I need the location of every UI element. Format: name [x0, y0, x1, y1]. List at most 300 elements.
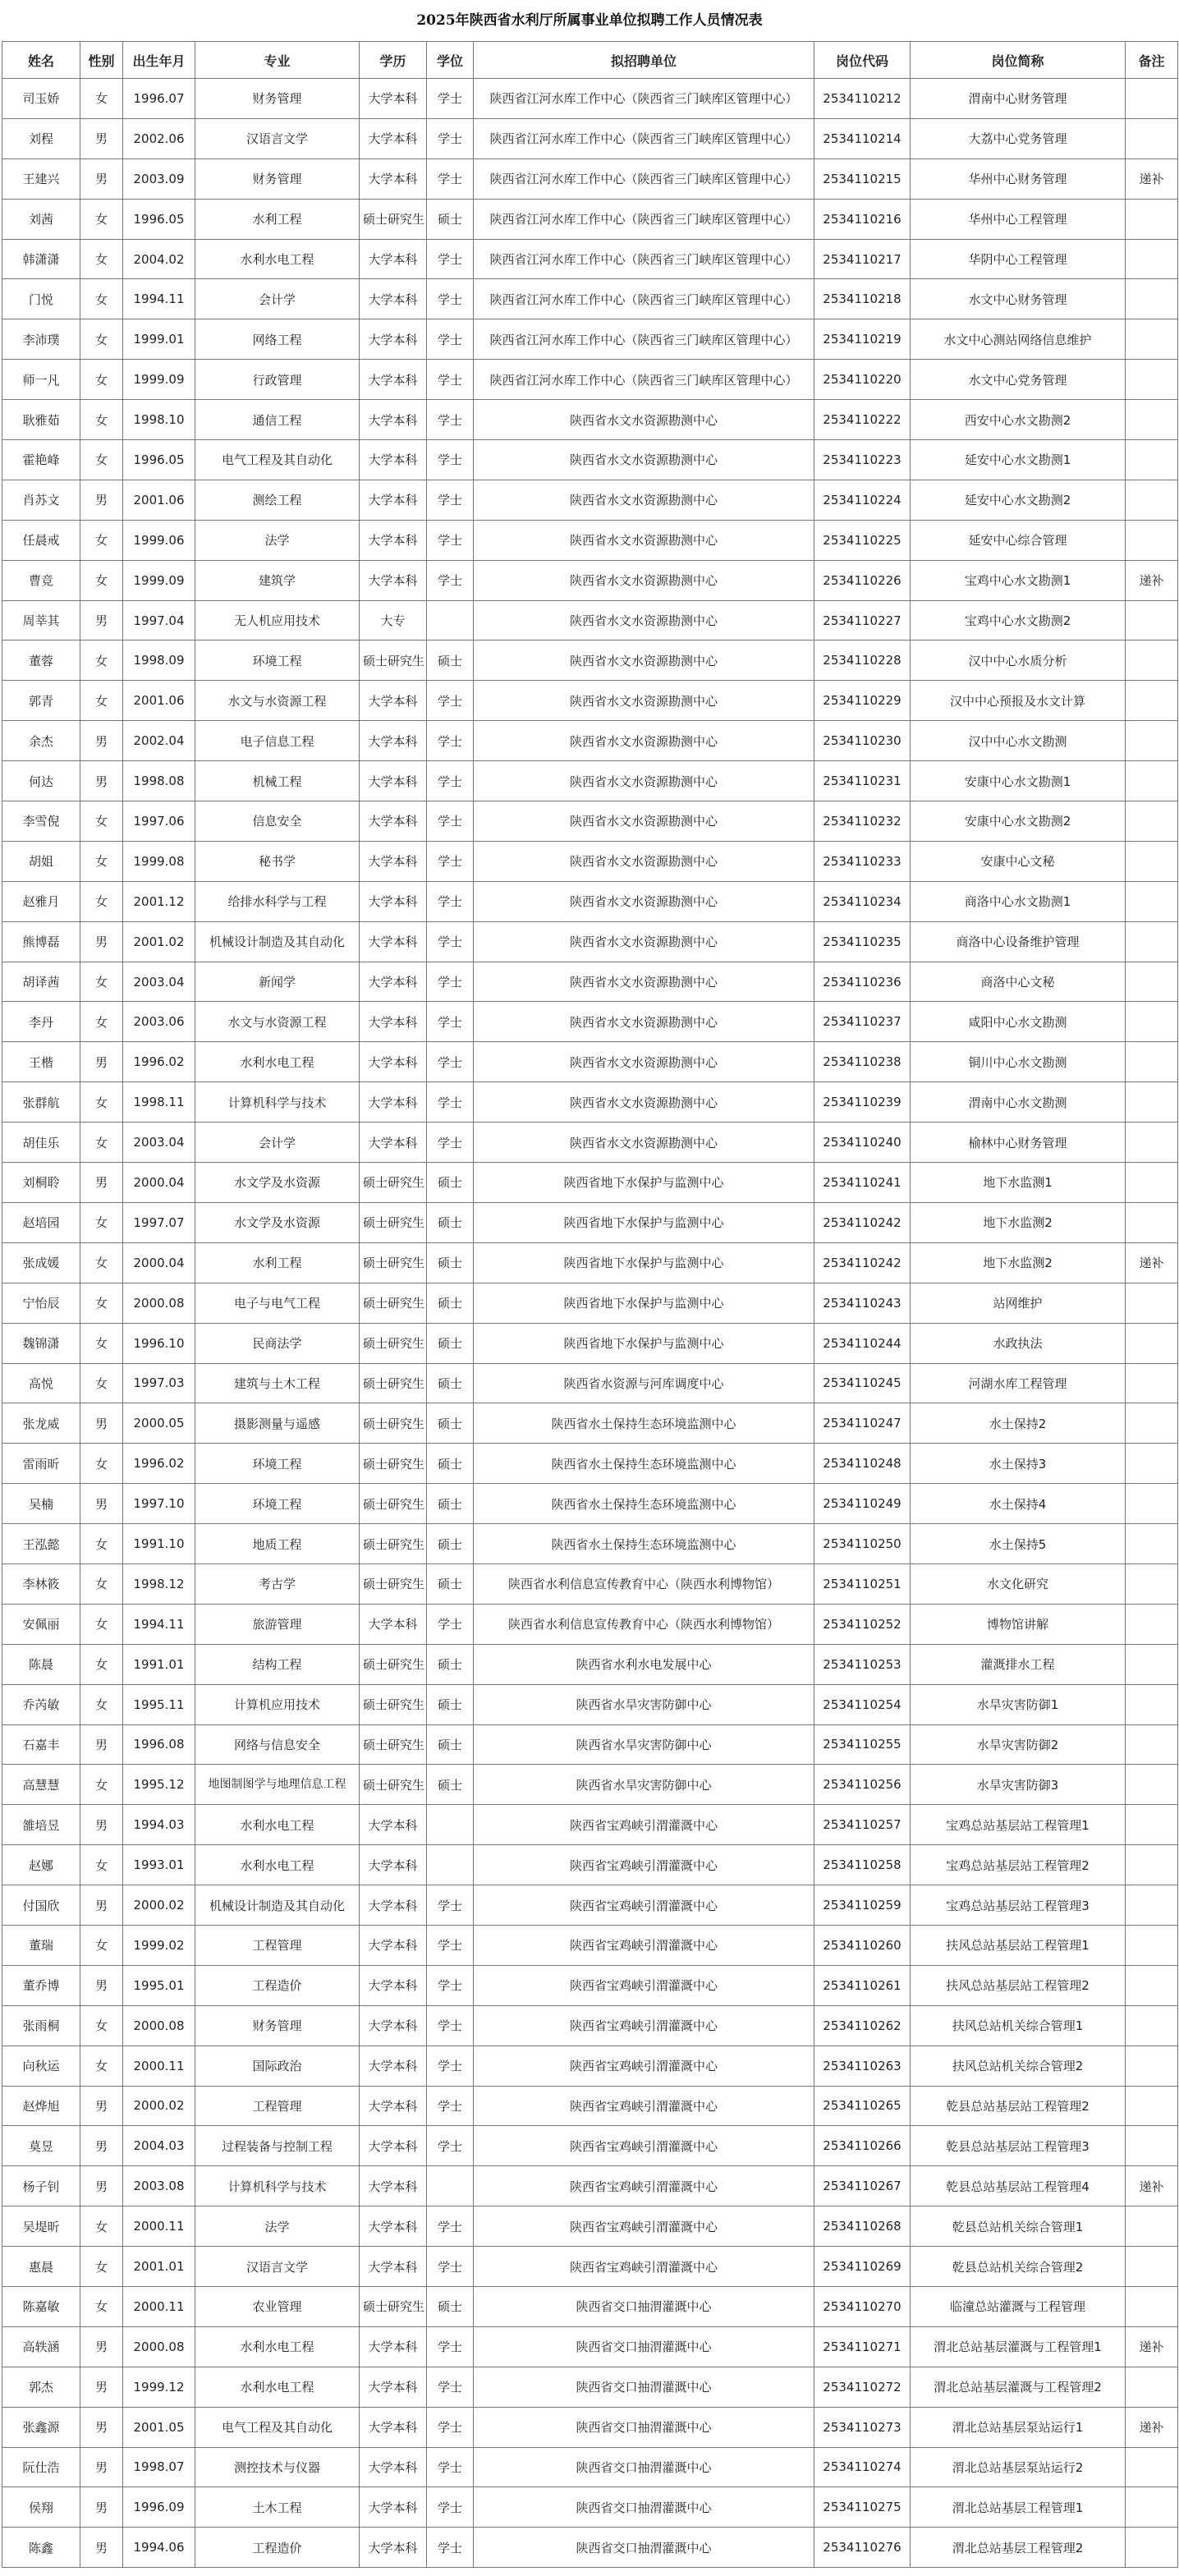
cell-unit: 陕西省江河水库工作中心（陕西省三门峡库区管理中心） [474, 239, 814, 279]
cell-name: 门悦 [2, 279, 80, 319]
cell-name: 熊博磊 [2, 921, 80, 962]
cell-unit: 陕西省宝鸡峡引渭灌溉中心 [474, 2005, 814, 2046]
cell-position-code: 2534110263 [814, 2046, 911, 2086]
cell-gender: 女 [80, 841, 123, 881]
cell-position-code: 2534110230 [814, 721, 911, 761]
cell-remark [1126, 841, 1178, 881]
table-row [2, 279, 1178, 319]
cell-major: 过程装备与控制工程 [195, 2126, 360, 2166]
cell-education: 大学本科 [360, 1082, 427, 1123]
cell-position-code: 2534110227 [814, 600, 911, 641]
cell-gender: 女 [80, 319, 123, 360]
cell-name: 惠晨 [2, 2247, 80, 2287]
cell-gender: 男 [80, 2487, 123, 2528]
table-row [2, 1163, 1178, 1203]
cell-degree: 硕士 [427, 1403, 474, 1444]
cell-remark [1126, 681, 1178, 721]
cell-position-code: 2534110250 [814, 1524, 911, 1564]
cell-position-name: 渭南中心财务管理 [911, 79, 1126, 119]
table-row [2, 79, 1178, 119]
cell-unit: 陕西省江河水库工作中心（陕西省三门峡库区管理中心） [474, 79, 814, 119]
cell-name: 王建兴 [2, 158, 80, 199]
cell-position-code: 2534110238 [814, 1042, 911, 1082]
cell-position-name: 渭北总站基层泵站运行1 [911, 2407, 1126, 2447]
cell-degree [427, 600, 474, 641]
cell-education: 大学本科 [360, 921, 427, 962]
header-unit: 拟招聘单位 [474, 42, 814, 79]
cell-remark: 递补 [1126, 560, 1178, 600]
cell-major: 农业管理 [195, 2286, 360, 2326]
cell-name: 刘桐聆 [2, 1163, 80, 1203]
cell-unit: 陕西省交口抽渭灌溉中心 [474, 2326, 814, 2367]
cell-major: 给排水科学与工程 [195, 881, 360, 921]
table-row [2, 600, 1178, 641]
cell-birth: 1999.12 [123, 2367, 195, 2407]
personnel-table [2, 41, 1178, 2568]
cell-major: 会计学 [195, 279, 360, 319]
cell-name: 张成媛 [2, 1242, 80, 1283]
cell-remark [1126, 1684, 1178, 1724]
cell-gender: 男 [80, 1042, 123, 1082]
cell-position-name: 水文中心财务管理 [911, 279, 1126, 319]
cell-position-code: 2534110219 [814, 319, 911, 360]
cell-major: 水利水电工程 [195, 1805, 360, 1845]
cell-major: 水利水电工程 [195, 239, 360, 279]
cell-name: 阮仕浩 [2, 2447, 80, 2487]
cell-position-name: 水旱灾害防御1 [911, 1684, 1126, 1724]
cell-unit: 陕西省交口抽渭灌溉中心 [474, 2528, 814, 2568]
cell-gender: 女 [80, 2206, 123, 2247]
header-row [2, 42, 1178, 79]
cell-name: 赵培园 [2, 1202, 80, 1242]
table-row [2, 1242, 1178, 1283]
cell-position-code: 2534110268 [814, 2206, 911, 2247]
cell-position-code: 2534110248 [814, 1444, 911, 1484]
cell-remark [1126, 400, 1178, 440]
cell-degree: 学士 [427, 2326, 474, 2367]
cell-major: 财务管理 [195, 2005, 360, 2046]
cell-education: 大学本科 [360, 2528, 427, 2568]
cell-birth: 1996.09 [123, 2487, 195, 2528]
table-row [2, 1403, 1178, 1444]
cell-major: 工程管理 [195, 2086, 360, 2126]
cell-position-code: 2534110254 [814, 1684, 911, 1724]
table-row [2, 681, 1178, 721]
cell-education: 大学本科 [360, 681, 427, 721]
cell-gender: 女 [80, 641, 123, 681]
cell-position-name: 地下水监测2 [911, 1202, 1126, 1242]
cell-unit: 陕西省水文水资源勘测中心 [474, 400, 814, 440]
cell-unit: 陕西省地下水保护与监测中心 [474, 1242, 814, 1283]
cell-position-code: 2534110274 [814, 2447, 911, 2487]
cell-degree: 学士 [427, 1042, 474, 1082]
cell-position-name: 延安中心水文勘测1 [911, 440, 1126, 480]
cell-position-name: 水文中心测站网络信息维护 [911, 319, 1126, 360]
cell-remark: 递补 [1126, 2407, 1178, 2447]
cell-education: 大学本科 [360, 360, 427, 400]
cell-remark [1126, 1845, 1178, 1885]
cell-remark: 递补 [1126, 2166, 1178, 2206]
cell-birth: 2003.04 [123, 962, 195, 1002]
table-row [2, 2046, 1178, 2086]
cell-degree [427, 1845, 474, 1885]
cell-position-name: 水旱灾害防御3 [911, 1765, 1126, 1805]
cell-birth: 2004.02 [123, 239, 195, 279]
cell-name: 何达 [2, 761, 80, 801]
cell-birth: 1996.05 [123, 199, 195, 239]
cell-remark [1126, 2247, 1178, 2287]
cell-unit: 陕西省江河水库工作中心（陕西省三门峡库区管理中心） [474, 360, 814, 400]
cell-position-name: 扶风总站机关综合管理2 [911, 2046, 1126, 2086]
cell-position-name: 商洛中心文秘 [911, 962, 1126, 1002]
table-row [2, 2528, 1178, 2568]
cell-unit: 陕西省宝鸡峡引渭灌溉中心 [474, 2206, 814, 2247]
cell-major: 汉语言文学 [195, 2247, 360, 2287]
cell-position-code: 2534110222 [814, 400, 911, 440]
cell-birth: 2001.01 [123, 2247, 195, 2287]
cell-major: 秘书学 [195, 841, 360, 881]
cell-position-name: 水土保持2 [911, 1403, 1126, 1444]
cell-education: 大学本科 [360, 881, 427, 921]
cell-unit: 陕西省宝鸡峡引渭灌溉中心 [474, 1885, 814, 1926]
cell-birth: 1996.08 [123, 1724, 195, 1765]
cell-gender: 女 [80, 279, 123, 319]
cell-gender: 女 [80, 1644, 123, 1684]
cell-position-code: 2534110232 [814, 801, 911, 842]
cell-birth: 1998.08 [123, 761, 195, 801]
cell-birth: 1998.07 [123, 2447, 195, 2487]
cell-position-name: 水土保持3 [911, 1444, 1126, 1484]
cell-remark [1126, 1403, 1178, 1444]
cell-remark [1126, 1123, 1178, 1163]
cell-education: 硕士研究生 [360, 1403, 427, 1444]
cell-birth: 2001.06 [123, 480, 195, 520]
cell-major: 水文学及水资源 [195, 1202, 360, 1242]
cell-major: 财务管理 [195, 79, 360, 119]
cell-gender: 男 [80, 1885, 123, 1926]
cell-name: 张鑫源 [2, 2407, 80, 2447]
cell-major: 计算机应用技术 [195, 1684, 360, 1724]
cell-unit: 陕西省宝鸡峡引渭灌溉中心 [474, 1965, 814, 2005]
cell-name: 韩潇潇 [2, 239, 80, 279]
cell-name: 王楷 [2, 1042, 80, 1082]
cell-name: 李雪倪 [2, 801, 80, 842]
cell-name: 胡佳乐 [2, 1123, 80, 1163]
cell-education: 大学本科 [360, 1845, 427, 1885]
table-row [2, 1363, 1178, 1403]
cell-gender: 男 [80, 1965, 123, 2005]
cell-position-name: 乾县总站机关综合管理1 [911, 2206, 1126, 2247]
cell-position-name: 咸阳中心水文勘测 [911, 1002, 1126, 1042]
cell-remark [1126, 1564, 1178, 1604]
cell-birth: 1997.10 [123, 1484, 195, 1524]
cell-birth: 1998.12 [123, 1564, 195, 1604]
cell-birth: 2001.02 [123, 921, 195, 962]
cell-major: 法学 [195, 520, 360, 560]
cell-education: 大学本科 [360, 841, 427, 881]
table-row [2, 761, 1178, 801]
cell-degree: 学士 [427, 801, 474, 842]
cell-unit: 陕西省宝鸡峡引渭灌溉中心 [474, 2046, 814, 2086]
cell-education: 大学本科 [360, 1123, 427, 1163]
cell-birth: 2003.04 [123, 1123, 195, 1163]
cell-degree: 学士 [427, 2126, 474, 2166]
cell-gender: 女 [80, 239, 123, 279]
cell-unit: 陕西省江河水库工作中心（陕西省三门峡库区管理中心） [474, 118, 814, 158]
cell-birth: 2003.06 [123, 1002, 195, 1042]
cell-gender: 女 [80, 2247, 123, 2287]
cell-position-code: 2534110273 [814, 2407, 911, 2447]
cell-unit: 陕西省水利信息宣传教育中心（陕西水利博物馆） [474, 1564, 814, 1604]
cell-position-code: 2534110249 [814, 1484, 911, 1524]
cell-remark [1126, 801, 1178, 842]
table-row [2, 2247, 1178, 2287]
cell-remark [1126, 440, 1178, 480]
cell-remark: 递补 [1126, 2326, 1178, 2367]
cell-birth: 1996.05 [123, 440, 195, 480]
cell-gender: 女 [80, 1242, 123, 1283]
cell-name: 赵烨旭 [2, 2086, 80, 2126]
cell-gender: 女 [80, 681, 123, 721]
cell-name: 郭青 [2, 681, 80, 721]
cell-position-code: 2534110247 [814, 1403, 911, 1444]
cell-degree: 硕士 [427, 641, 474, 681]
cell-name: 宁怡辰 [2, 1283, 80, 1323]
cell-education: 大学本科 [360, 1925, 427, 1965]
cell-education: 大学本科 [360, 761, 427, 801]
cell-degree: 学士 [427, 841, 474, 881]
cell-position-name: 华州中心财务管理 [911, 158, 1126, 199]
cell-remark [1126, 1925, 1178, 1965]
cell-position-name: 水土保持4 [911, 1484, 1126, 1524]
cell-birth: 1996.10 [123, 1323, 195, 1363]
cell-name: 刘茜 [2, 199, 80, 239]
cell-gender: 男 [80, 721, 123, 761]
table-row [2, 2166, 1178, 2206]
cell-education: 大学本科 [360, 440, 427, 480]
cell-degree: 硕士 [427, 1765, 474, 1805]
cell-gender: 女 [80, 2046, 123, 2086]
cell-position-name: 河湖水库工程管理 [911, 1363, 1126, 1403]
cell-unit: 陕西省水旱灾害防御中心 [474, 1724, 814, 1765]
cell-position-code: 2534110245 [814, 1363, 911, 1403]
cell-major: 水利水电工程 [195, 2367, 360, 2407]
cell-position-code: 2534110240 [814, 1123, 911, 1163]
cell-name: 刘程 [2, 118, 80, 158]
cell-degree: 学士 [427, 2005, 474, 2046]
cell-education: 大学本科 [360, 1885, 427, 1926]
cell-degree: 硕士 [427, 1163, 474, 1203]
cell-name: 吴堤昕 [2, 2206, 80, 2247]
cell-major: 信息安全 [195, 801, 360, 842]
table-row [2, 1724, 1178, 1765]
table-row [2, 721, 1178, 761]
cell-name: 王泓懿 [2, 1524, 80, 1564]
cell-position-name: 乾县总站基层站工程管理2 [911, 2086, 1126, 2126]
cell-unit: 陕西省地下水保护与监测中心 [474, 1202, 814, 1242]
cell-unit: 陕西省交口抽渭灌溉中心 [474, 2407, 814, 2447]
header-gender: 性别 [80, 42, 123, 79]
cell-birth: 1999.09 [123, 360, 195, 400]
table-row [2, 1805, 1178, 1845]
cell-education: 大学本科 [360, 2126, 427, 2166]
table-row [2, 2206, 1178, 2247]
cell-position-name: 榆林中心财务管理 [911, 1123, 1126, 1163]
cell-degree: 学士 [427, 118, 474, 158]
table-row [2, 641, 1178, 681]
cell-gender: 女 [80, 560, 123, 600]
cell-remark [1126, 1965, 1178, 2005]
cell-gender: 女 [80, 400, 123, 440]
cell-degree: 学士 [427, 2247, 474, 2287]
cell-name: 侯翔 [2, 2487, 80, 2528]
cell-unit: 陕西省宝鸡峡引渭灌溉中心 [474, 2247, 814, 2287]
cell-name: 霍艳峰 [2, 440, 80, 480]
cell-major: 无人机应用技术 [195, 600, 360, 641]
cell-remark [1126, 2086, 1178, 2126]
cell-major: 建筑与土木工程 [195, 1363, 360, 1403]
cell-unit: 陕西省水文水资源勘测中心 [474, 520, 814, 560]
cell-education: 硕士研究生 [360, 1724, 427, 1765]
cell-position-code: 2534110252 [814, 1604, 911, 1644]
table-row [2, 480, 1178, 520]
cell-birth: 1998.10 [123, 400, 195, 440]
cell-remark [1126, 1002, 1178, 1042]
cell-birth: 1997.04 [123, 600, 195, 641]
cell-degree: 硕士 [427, 1484, 474, 1524]
cell-education: 大学本科 [360, 319, 427, 360]
cell-birth: 2000.11 [123, 2286, 195, 2326]
cell-unit: 陕西省地下水保护与监测中心 [474, 1283, 814, 1323]
cell-education: 硕士研究生 [360, 1242, 427, 1283]
cell-remark [1126, 79, 1178, 119]
cell-name: 雒培昱 [2, 1805, 80, 1845]
cell-birth: 1991.10 [123, 1524, 195, 1564]
cell-position-code: 2534110228 [814, 641, 911, 681]
cell-unit: 陕西省水旱灾害防御中心 [474, 1684, 814, 1724]
cell-birth: 1999.08 [123, 841, 195, 881]
cell-name: 杨子钊 [2, 2166, 80, 2206]
cell-education: 大学本科 [360, 1965, 427, 2005]
cell-unit: 陕西省水文水资源勘测中心 [474, 721, 814, 761]
cell-birth: 1999.06 [123, 520, 195, 560]
cell-gender: 女 [80, 199, 123, 239]
cell-position-code: 2534110217 [814, 239, 911, 279]
cell-position-code: 2534110259 [814, 1885, 911, 1926]
cell-position-name: 站网维护 [911, 1283, 1126, 1323]
cell-position-code: 2534110266 [814, 2126, 911, 2166]
cell-unit: 陕西省江河水库工作中心（陕西省三门峡库区管理中心） [474, 158, 814, 199]
cell-position-code: 2534110224 [814, 480, 911, 520]
cell-position-name: 扶风总站基层站工程管理1 [911, 1925, 1126, 1965]
cell-remark [1126, 2528, 1178, 2568]
table-row [2, 1323, 1178, 1363]
cell-major: 土木工程 [195, 2487, 360, 2528]
table-row [2, 158, 1178, 199]
cell-degree: 学士 [427, 1965, 474, 2005]
table-row [2, 2367, 1178, 2407]
cell-unit: 陕西省交口抽渭灌溉中心 [474, 2286, 814, 2326]
cell-position-code: 2534110272 [814, 2367, 911, 2407]
cell-degree: 硕士 [427, 1684, 474, 1724]
table-row [2, 2126, 1178, 2166]
cell-position-name: 水文化研究 [911, 1564, 1126, 1604]
cell-major: 水文与水资源工程 [195, 1002, 360, 1042]
cell-unit: 陕西省水文水资源勘测中心 [474, 1082, 814, 1123]
cell-birth: 2001.12 [123, 881, 195, 921]
table-row [2, 1885, 1178, 1926]
cell-gender: 男 [80, 921, 123, 962]
cell-name: 李林筱 [2, 1564, 80, 1604]
cell-position-name: 铜川中心水文勘测 [911, 1042, 1126, 1082]
cell-position-code: 2534110220 [814, 360, 911, 400]
cell-remark [1126, 279, 1178, 319]
cell-unit: 陕西省水文水资源勘测中心 [474, 681, 814, 721]
cell-education: 大学本科 [360, 2487, 427, 2528]
cell-remark [1126, 1805, 1178, 1845]
table-row [2, 962, 1178, 1002]
header-major: 专业 [195, 42, 360, 79]
cell-degree: 硕士 [427, 1644, 474, 1684]
cell-degree: 学士 [427, 1604, 474, 1644]
cell-education: 硕士研究生 [360, 1444, 427, 1484]
cell-name: 李沛璞 [2, 319, 80, 360]
cell-remark [1126, 1283, 1178, 1323]
cell-unit: 陕西省交口抽渭灌溉中心 [474, 2447, 814, 2487]
cell-birth: 2000.04 [123, 1242, 195, 1283]
cell-education: 大学本科 [360, 1002, 427, 1042]
cell-birth: 2002.06 [123, 118, 195, 158]
cell-position-name: 扶风总站机关综合管理1 [911, 2005, 1126, 2046]
cell-degree: 学士 [427, 761, 474, 801]
cell-major: 网络工程 [195, 319, 360, 360]
cell-unit: 陕西省水利信息宣传教育中心（陕西水利博物馆） [474, 1604, 814, 1644]
cell-position-name: 水政执法 [911, 1323, 1126, 1363]
table-title: 2025年陕西省水利厅所属事业单位拟聘工作人员情况表 [416, 12, 763, 29]
cell-remark [1126, 2367, 1178, 2407]
table-row [2, 1684, 1178, 1724]
cell-remark [1126, 480, 1178, 520]
cell-education: 大学本科 [360, 2005, 427, 2046]
cell-education: 大学本科 [360, 1042, 427, 1082]
cell-name: 任晨戒 [2, 520, 80, 560]
cell-position-name: 博物馆讲解 [911, 1604, 1126, 1644]
cell-degree: 硕士 [427, 2286, 474, 2326]
cell-remark [1126, 1885, 1178, 1926]
cell-unit: 陕西省水文水资源勘测中心 [474, 962, 814, 1002]
cell-remark [1126, 319, 1178, 360]
table-row [2, 1925, 1178, 1965]
cell-birth: 2001.05 [123, 2407, 195, 2447]
cell-position-name: 渭北总站基层工程管理1 [911, 2487, 1126, 2528]
cell-major: 地图制图学与地理信息工程 [195, 1765, 360, 1805]
cell-major: 测绘工程 [195, 480, 360, 520]
cell-unit: 陕西省水文水资源勘测中心 [474, 761, 814, 801]
cell-unit: 陕西省水旱灾害防御中心 [474, 1765, 814, 1805]
cell-remark [1126, 1363, 1178, 1403]
cell-position-code: 2534110214 [814, 118, 911, 158]
cell-birth: 1994.03 [123, 1805, 195, 1845]
cell-position-name: 宝鸡总站基层站工程管理1 [911, 1805, 1126, 1845]
cell-education: 硕士研究生 [360, 1524, 427, 1564]
cell-remark [1126, 881, 1178, 921]
cell-unit: 陕西省水土保持生态环境监测中心 [474, 1403, 814, 1444]
cell-education: 大学本科 [360, 2447, 427, 2487]
cell-birth: 1996.07 [123, 79, 195, 119]
cell-birth: 2000.02 [123, 1885, 195, 1926]
cell-degree: 学士 [427, 681, 474, 721]
cell-education: 大学本科 [360, 2247, 427, 2287]
